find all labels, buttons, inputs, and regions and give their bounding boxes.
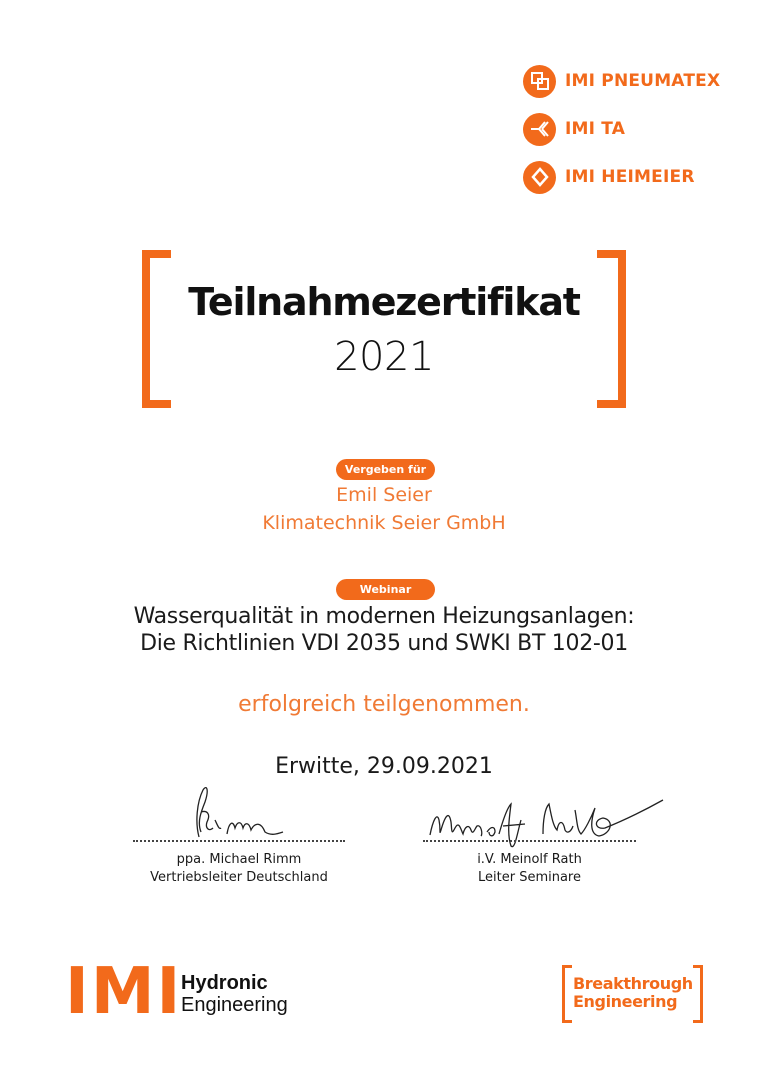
signature-line-left [133,840,345,842]
heimeier-icon [523,161,556,194]
brand-label: IMI TA [565,119,626,139]
signature-rath [425,790,665,852]
signature-line-right [423,840,636,842]
certificate-year: 2021 [334,334,434,380]
pneumatex-icon [523,65,556,98]
signer-role: Vertriebsleiter Deutschland [150,870,328,885]
left-bracket [142,250,171,408]
ta-icon [523,113,556,146]
course-title-line2: Die Richtlinien VDI 2035 und SWKI BT 102-01 [140,631,628,656]
signer-right [423,851,636,887]
recipient-name: Emil Seier [336,484,432,506]
breakthrough-engineering-logo [562,965,703,1021]
signer-name: ppa. Michael Rimm [176,852,302,867]
certificate-title: Teilnahmezertifikat [188,280,580,324]
logo-line1: Hydronic [181,972,268,994]
logo-right-bracket [693,965,703,1023]
result-text: erfolgreich teilgenommen. [238,692,530,717]
brand-label: IMI PNEUMATEX [565,71,721,91]
right-bracket [597,250,626,408]
course-badge: Webinar [336,579,435,600]
brand-ta [523,112,625,146]
logo-line2: Engineering [181,994,288,1016]
logo-left-bracket [562,965,572,1023]
brand-label: IMI HEIMEIER [565,167,695,187]
hydronic-engineering-logo [181,972,288,1016]
course-title-line1: Wasserqualität in modernen Heizungsanlagen: [133,604,635,629]
tagline [573,975,693,1011]
brand-heimeier [523,160,695,194]
tagline-line2: Engineering [573,992,678,1011]
brand-pneumatex [523,64,720,98]
tagline-line1: Breakthrough [573,974,693,993]
recipient-badge: Vergeben für [336,459,435,480]
imi-logo: IMI [65,955,183,1029]
place-date: Erwitte, 29.09.2021 [275,754,493,779]
signature-rimm [185,782,295,840]
signer-left [133,851,345,887]
signer-role: Leiter Seminare [478,870,581,885]
signer-name: i.V. Meinolf Rath [477,852,582,867]
recipient-company: Klimatechnik Seier GmbH [262,512,506,534]
